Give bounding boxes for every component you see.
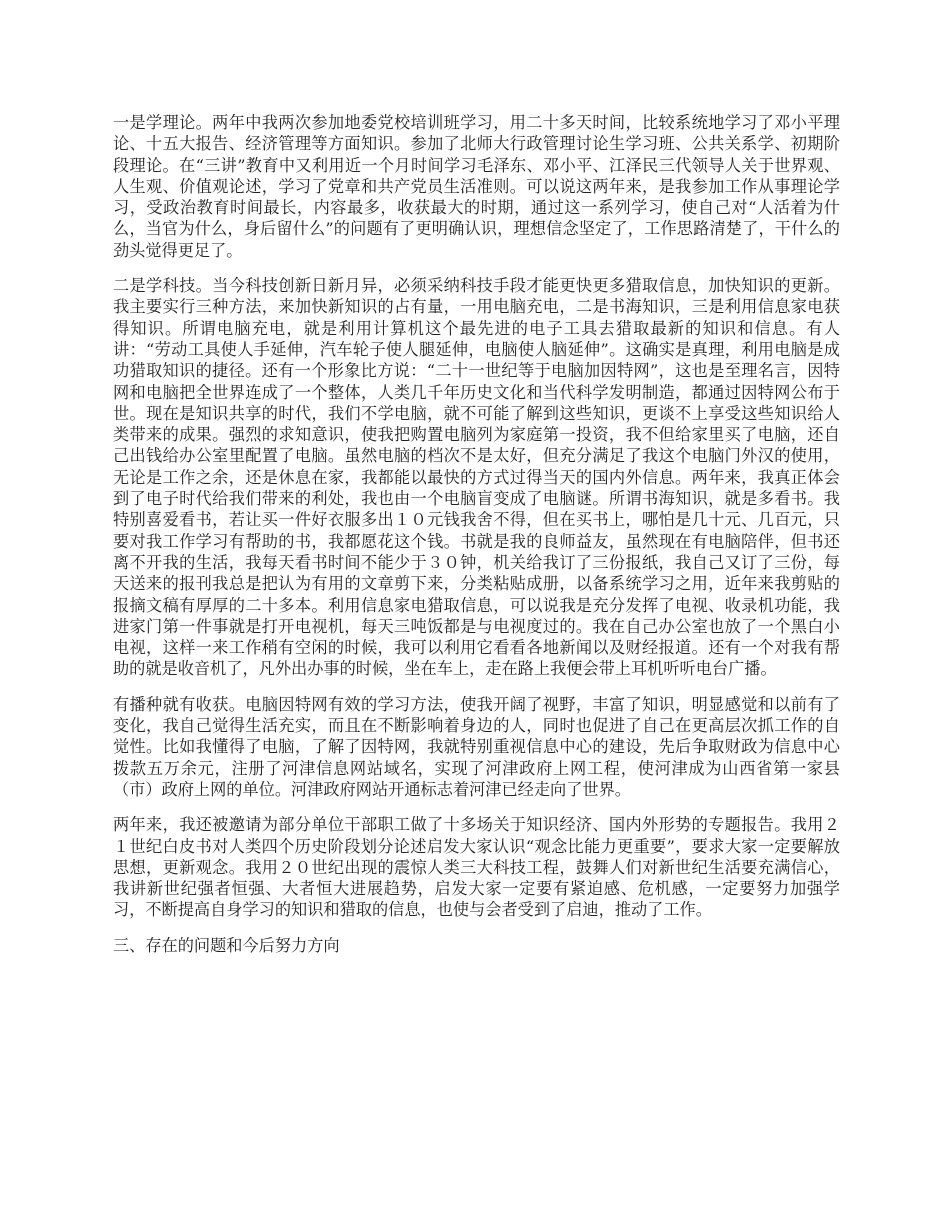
paragraph-harvest: 有播种就有收获。电脑因特网有效的学习方法，使我开阔了视野，丰富了知识，明显感觉和以前有了变化，我自己觉得生活充实，而且在不断影响着身边的人，同时也促进了自己在更高层次抓工作的自觉性。比如我懂得了电脑，了解了因特网，我就特别重视信息中心的建设，先后争取财政为信息中心拨款五万余元，注册了河津信息网站域名，实现了河津政府上网工程，使河津成为山西省第一家县（市）政府上网的单位。河津政府网站开通标志着河津已经走向了世界。 — [113, 694, 840, 799]
section-heading-problems: 三、存在的问题和今后努力方向 — [113, 935, 340, 955]
paragraph-study-theory: 一是学理论。两年中我两次参加地委党校培训班学习，用二十多天时间，比较系统地学习了邓小平理论、十五大报告、经济管理等方面知识。参加了北师大行政管理讨论生学习班、公共关系学、初期阶段理论。在“三讲”教育中又利用近一个月时间学习毛泽东、邓小平、江泽民三代领导人关于世界观、人生观、价值观论述，学习了党章和共产党员生活准则。可以说这两年来，是我参加工作从事理论学习，受政治教育时间最长，内容最多，收获最大的时期，通过这一系列学习，使自己对“人活着为什么，当官为什么，身后留什么”的问题有了更明确认识，理想信念坚定了，工作思路清楚了，干什么的劲头觉得更足了。 — [113, 113, 840, 260]
paragraph-reports: 两年来，我还被邀请为部分单位干部职工做了十多场关于知识经济、国内外形势的专题报告。我用２１世纪白皮书对人类四个历史阶段划分论述启发大家认识“观念比能力更重要”，要求大家一定要解放思想，更新观念。我用２０世纪出现的震惊人类三大科技工程，鼓舞人们对新世纪生活要充满信心，我讲新世纪强者恒强、大者恒大进展趋势，启发大家一定要有紧迫感、危机感，一定要努力加强学习，不断提高自身学习的知识和猎取的信息，也使与会者受到了启迪，推动了工作。 — [113, 815, 840, 920]
paragraph-study-technology: 二是学科技。当今科技创新日新月异，必须采纳科技手段才能更快更多猎取信息，加快知识的更新。我主要实行三种方法，来加快新知识的占有量，一用电脑充电，二是书海知识，三是利用信息家电获得知识。所谓电脑充电，就是利用计算机这个最先进的电子工具去猎取最新的知识和信息。有人讲：“劳动工具使人手延伸，汽车轮子使人腿延伸，电脑使人脑延伸”。这确实是真理，利用电脑是成功猎取知识的捷径。还有一个形象比方说：“二十一世纪等于电脑加因特网”，这也是至理名言，因特网和电脑把全世界连成了一个整体，人类几千年历史文化和当代科学发明制造，都通过因特网公布于世。现在是知识共享的时代，我们不学电脑，就不可能了解到这些知识，更谈不上享受这些知识给人类带来的成果。强烈的求知意识，使我把购置电脑列为家庭第一投资，我不但给家里买了电脑，还自己出钱给办公室里配置了电脑。虽然电脑的档次不是太好，但充分满足了我这个电脑门外汉的使用，无论是工作之余，还是休息在家，我都能以最快的方式过得当天的国内外信息。两年来，我真正体会到了电子时代给我们带来的利处，我也由一个电脑盲变成了电脑谜。所谓书海知识，就是多看书。我特别喜爱看书，若让买一件好衣服多出１０元钱我舍不得，但在买书上，哪怕是几十元、几百元，只要对我工作学习有帮助的书，我都愿花这个钱。书就是我的良师益友，虽然现在有电脑陪伴，但书还离不开我的生活，我每天看书时间不能少于３０钟，机关给我订了三份报纸，我自己又订了三份，每天送来的报刊我总是把认为有用的文章剪下来，分类粘贴成册，以备系统学习之用，近年来我剪贴的报摘文稿有厚厚的二十多本。利用信息家电猎取信息，可以说我是充分发挥了电视、收录机功能，我进家门第一件事就是打开电视机，每天三吨饭都是与电视度过的。我在自己办公室也放了一个黑白小电视，这样一来工作稍有空闲的时候，我可以利用它看看各地新闻以及财经报道。还有一个对我有帮助的就是收音机了，凡外出办事的时候，坐在车上，走在路上我便会带上耳机听听电台广播。 — [113, 276, 840, 679]
document-body — [113, 112, 840, 956]
